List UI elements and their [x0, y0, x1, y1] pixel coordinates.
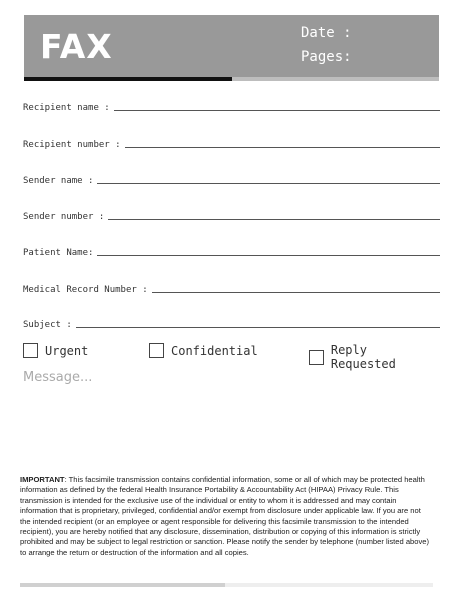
- checkbox-row: [23, 343, 438, 371]
- patient-name-field[interactable]: [23, 248, 440, 259]
- subject-field[interactable]: [23, 320, 440, 331]
- pages-label: Pages:: [301, 49, 352, 65]
- urgent-label: Urgent: [45, 343, 89, 358]
- recipient-number-line[interactable]: [125, 141, 440, 148]
- reply-requested-checkbox-group[interactable]: [309, 343, 438, 371]
- medical-record-number-line[interactable]: [152, 286, 440, 293]
- fax-title: FAX: [40, 27, 113, 66]
- notice-heading: IMPORTANT: [20, 475, 65, 484]
- recipient-name-label: Recipient name :: [23, 103, 110, 113]
- date-label: Date :: [301, 25, 352, 41]
- subject-line[interactable]: [76, 321, 440, 328]
- patient-name-label: Patient Name:: [23, 248, 94, 258]
- urgent-checkbox-group[interactable]: [23, 343, 88, 358]
- sender-name-field[interactable]: [23, 176, 440, 187]
- recipient-number-field[interactable]: [23, 140, 440, 151]
- confidential-checkbox-group[interactable]: [149, 343, 258, 358]
- medical-record-number-label: Medical Record Number :: [23, 285, 148, 295]
- recipient-name-line[interactable]: [114, 104, 440, 111]
- header-underline-dark: [24, 77, 232, 81]
- sender-name-label: Sender name :: [23, 176, 94, 186]
- reply-requested-label: Reply Requested: [330, 343, 396, 371]
- notice-text: : This facsimile transmission contains confidential information, some or all of which may be protected health information as defined by the federal Health Insurance Portability & Accountability Act (HIPAA) Privacy Rule. This transmission is intended for the exclusive use of the individual or entity to whom it is addressed and may contain information that is proprietary, privileged, confidential and/or exempt from disclosure under applicable law. If you are not the intended recipient (or an employee or agent responsible for delivering this facsimile transmission to the intended recipient), you are hereby notified that any disclosure, dissemination, distribution or copying of this information is strictly prohibited and may be subject to legal restriction or sanction. Please notify the sender by telephone (number listed above) to arrange the return or destruction of the information and all copies.: [20, 475, 430, 557]
- patient-name-line[interactable]: [97, 249, 440, 256]
- subject-label: Subject :: [23, 320, 72, 330]
- reply-requested-checkbox[interactable]: [309, 350, 324, 365]
- recipient-name-field[interactable]: [23, 103, 440, 114]
- confidentiality-notice: [20, 475, 432, 558]
- confidential-label: Confidential: [171, 343, 258, 358]
- medical-record-number-field[interactable]: [23, 285, 440, 296]
- sender-number-line[interactable]: [108, 213, 440, 220]
- footer-bar-light: [225, 583, 433, 587]
- urgent-checkbox[interactable]: [23, 343, 38, 358]
- message-placeholder[interactable]: Message...: [23, 370, 93, 385]
- header-underline-light: [232, 77, 439, 81]
- sender-number-field[interactable]: [23, 212, 440, 223]
- sender-name-line[interactable]: [97, 177, 440, 184]
- sender-number-label: Sender number :: [23, 212, 105, 222]
- confidential-checkbox[interactable]: [149, 343, 164, 358]
- recipient-number-label: Recipient number :: [23, 140, 121, 150]
- footer-bar-dark: [20, 583, 225, 587]
- fax-header: [24, 15, 439, 77]
